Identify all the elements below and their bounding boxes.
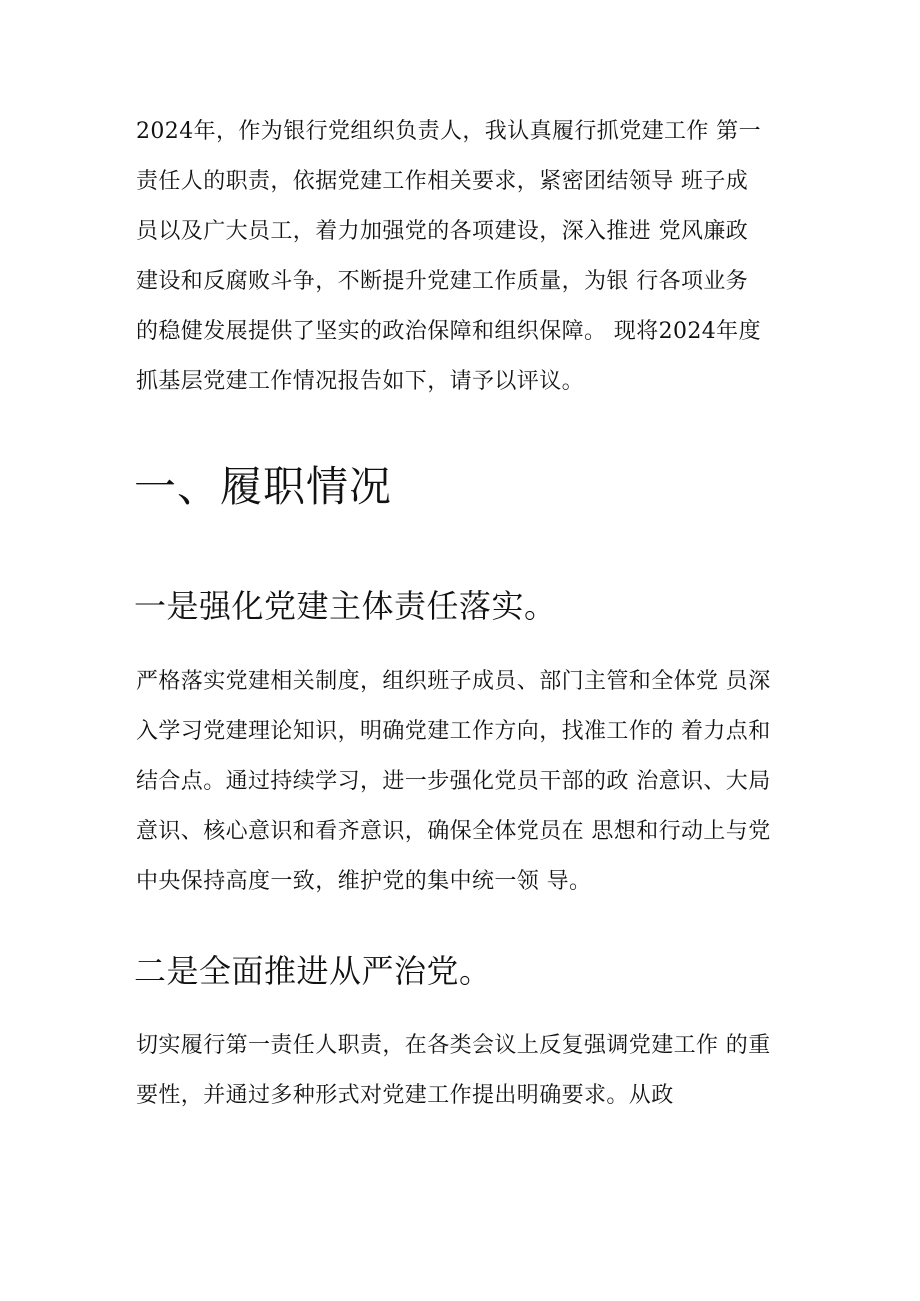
subsection-paragraph [136,1021,771,1121]
intro-line: 抓基层党建工作情况报告如下，请予以评议。 [136,369,585,394]
paragraph-line: 中央保持高度一致，维护党的集中统一领 导。 [136,869,592,894]
section-heading: 一、履职情况 [134,462,393,511]
intro-line: 员以及广大员工，着力加强党的各项建设，深入推进 党风廉政 [136,219,749,244]
paragraph-line: 结合点。通过持续学习，进一步强化党员干部的政 治意识、大局 [136,769,771,794]
subsection-heading: 二是全面推进从严治党。 [134,952,492,990]
paragraph-line: 要性，并通过多种形式对党建工作提出明确要求。从政 [136,1083,674,1108]
intro-line: 2024年，作为银行党组织负责人，我认真履行抓党建工作 第一 [136,119,761,144]
subsection-heading: 一是强化党建主体责任落实。 [134,587,557,625]
intro-line: 的稳健发展提供了坚实的政治保障和组织保障。 现将2024年度 [136,319,761,344]
paragraph-line: 严格落实党建相关制度，组织班子成员、部门主管和全体党 员深 [136,669,771,694]
intro-line: 建设和反腐败斗争，不断提升党建工作质量，为银 行各项业务 [136,269,749,294]
intro-paragraph [136,107,761,407]
subsection-paragraph [136,657,771,907]
paragraph-line: 意识、核心意识和看齐意识，确保全体党员在 思想和行动上与党 [136,819,771,844]
intro-line: 责任人的职责，依据党建工作相关要求，紧密团结领导 班子成 [136,169,749,194]
paragraph-line: 入学习党建理论知识，明确党建工作方向，找准工作的 着力点和 [136,719,771,744]
paragraph-line: 切实履行第一责任人职责，在各类会议上反复强调党建工作 的重 [136,1033,771,1058]
